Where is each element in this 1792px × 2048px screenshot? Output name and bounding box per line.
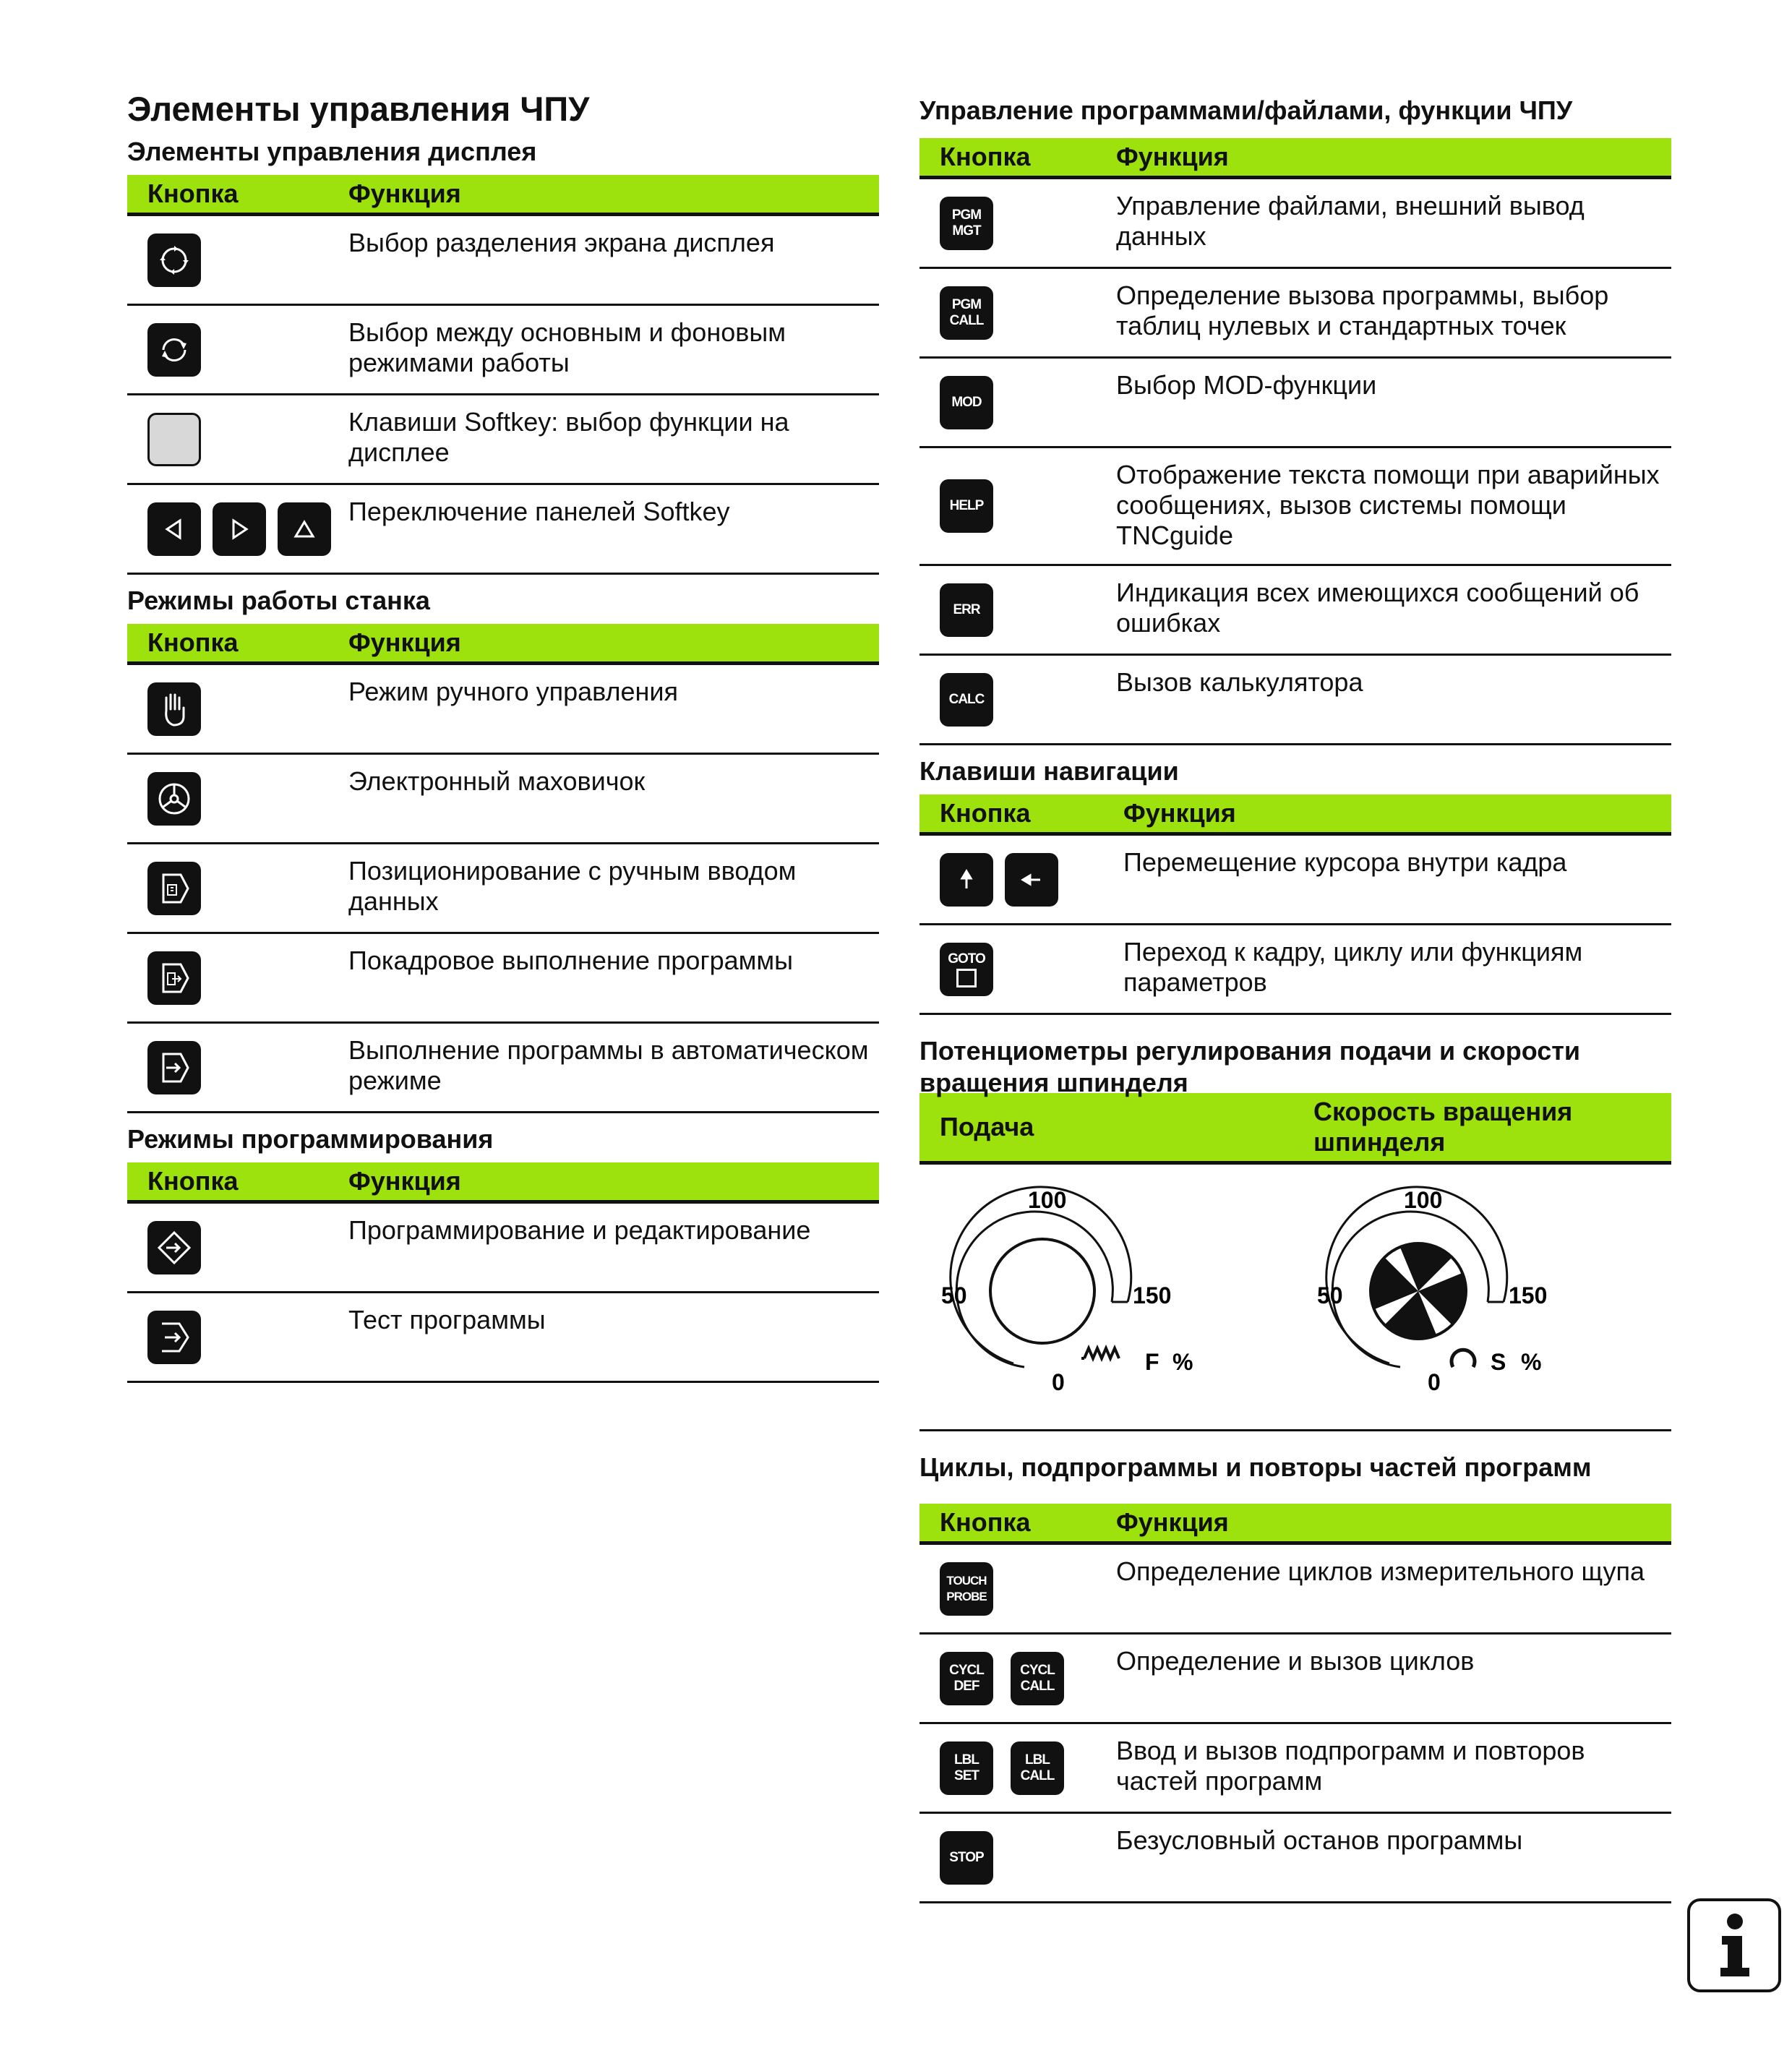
screen-layout-key-icon [147,233,201,287]
feed-dial [941,1187,1193,1395]
cycl-call-key: CYCL CALL [1011,1652,1064,1705]
row-desc: Вызов калькулятора [1116,667,1363,697]
table-row [127,755,879,844]
svg-text:S: S [1491,1349,1506,1375]
svg-text:F: F [1145,1349,1159,1375]
table-row [919,925,1671,1015]
svg-text:0: 0 [1052,1369,1065,1395]
row-desc: Ввод и вызов подпрограмм и повторов частей программ [1116,1736,1585,1796]
row-desc: Выбор разделения экрана дисплея [348,228,775,257]
table-header [127,1162,879,1204]
svg-text:50: 50 [941,1282,967,1308]
softkey-icon [147,413,201,466]
row-desc: Определение и вызов циклов [1116,1646,1475,1676]
row-desc: Определение циклов измерительного щупа [1116,1556,1645,1586]
row-desc: Безусловный останов программы [1116,1825,1523,1855]
lbl-set-key: LBL SET [940,1741,993,1795]
row-desc: Электронный маховичок [348,766,646,796]
table-row [919,1634,1671,1724]
svg-text:150: 150 [1509,1282,1548,1308]
section-heading-cycles: Циклы, подпрограммы и повторы частей программ [919,1452,1592,1482]
softkey-left-icon [147,502,201,556]
spindle-dial [1317,1187,1547,1395]
col-spindle: Скорость вращения шпинделя [1313,1097,1573,1157]
row-desc: Покадровое выполнение программы [348,946,794,975]
table-row [919,566,1671,656]
svg-text:100: 100 [1028,1187,1067,1213]
err-key: ERR [940,583,993,637]
softkey-right-icon [213,502,266,556]
col-key: Кнопка [940,798,1031,828]
section-heading-pots: Потенциометры регулирования подачи и скорости вращения шпинделя [919,1036,1581,1097]
table-header [127,175,879,216]
section-heading-programming: Режимы программирования [127,1124,494,1154]
row-desc: Управление файлами, внешний вывод данных [1116,191,1585,251]
stop-key: STOP [940,1831,993,1885]
col-func: Функция [348,179,461,208]
row-desc: Индикация всех имеющихся сообщений об ошибках [1116,578,1639,638]
svg-text:100: 100 [1404,1187,1443,1213]
svg-text:%: % [1172,1349,1193,1375]
table-row [919,836,1671,925]
arrow-left-icon [1005,853,1058,907]
table-row [127,306,879,395]
arrow-up-icon [940,853,993,907]
row-desc: Определение вызова программы, выбор таблиц нулевых и стандартных точек [1116,280,1609,340]
help-key: HELP [940,479,993,533]
right-column [919,90,1671,1903]
table-header [127,624,879,665]
table-row [919,179,1671,269]
table-header [919,794,1671,836]
handwheel-icon [147,772,201,826]
hand-icon [147,682,201,736]
left-column [127,87,879,1383]
calc-key: CALC [940,673,993,727]
row-desc: Переключение панелей Softkey [348,497,730,526]
row-desc: Клавиши Softkey: выбор функции на дисплее [348,407,789,467]
table-row [127,1204,879,1293]
page-title: Элементы управления ЧПУ [127,90,590,128]
programming-edit-icon [147,1221,201,1274]
table-row [127,665,879,755]
row-desc: Режим ручного управления [348,677,678,706]
row-desc: Отображение текста помощи при аварийных сообщениях, вызов системы помощи TNCguide [1116,460,1660,550]
col-key: Кнопка [147,627,239,657]
info-icon [1687,1898,1781,1992]
col-key: Кнопка [147,179,239,208]
row-desc: Выбор MOD-функции [1116,370,1377,400]
single-block-icon [147,951,201,1005]
mode-switch-key-icon [147,323,201,377]
table-row [127,395,879,485]
softkey-up-icon [278,502,331,556]
section-heading-machine: Режимы работы станка [127,586,430,615]
table-row [919,448,1671,566]
touch-probe-key: TOUCH PROBE [940,1562,993,1616]
section-heading-files: Управление программами/файлами, функции ЧПУ [919,95,1573,125]
pgm-call-key: PGM CALL [940,286,993,340]
table-row [919,656,1671,745]
col-feed: Подача [940,1112,1034,1141]
col-func: Функция [348,1166,461,1196]
potentiometer-dials [919,1165,1671,1429]
row-desc: Выбор между основным и фоновым режимами работы [348,317,786,377]
col-key: Кнопка [147,1166,239,1196]
row-desc: Тест программы [348,1305,546,1334]
section-heading-nav: Клавиши навигации [919,756,1179,786]
row-desc: Переход к кадру, циклу или функциям параметров [1123,937,1583,997]
table-row [919,269,1671,359]
goto-key: GOTO [940,943,993,996]
table-row [127,1293,879,1383]
test-run-icon [147,1311,201,1364]
table-row [127,485,879,575]
row-desc: Перемещение курсора внутри кадра [1123,847,1567,877]
mdi-positioning-icon [147,862,201,915]
col-func: Функция [1116,1507,1229,1537]
table-row [127,844,879,934]
row-desc: Выполнение программы в автоматическом режиме [348,1035,869,1095]
svg-text:150: 150 [1133,1282,1172,1308]
table-row [919,1814,1671,1903]
row-desc: Позиционирование с ручным вводом данных [348,856,797,916]
col-func: Функция [348,627,461,657]
full-sequence-icon [147,1041,201,1094]
col-key: Кнопка [940,142,1031,171]
pots-header [919,1093,1671,1165]
col-func: Функция [1116,142,1229,171]
svg-text:0: 0 [1428,1369,1441,1395]
lbl-call-key: LBL CALL [1011,1741,1064,1795]
table-row [127,1024,879,1113]
row-desc: Программирование и редактирование [348,1215,811,1245]
section-heading-display: Элементы управления дисплея [127,137,537,166]
col-func: Функция [1123,798,1236,828]
svg-text:%: % [1521,1349,1542,1375]
pgm-mgt-key: PGM MGT [940,197,993,250]
potentiometer-area [919,1165,1671,1431]
table-row [127,216,879,306]
table-header [919,138,1671,179]
table-header [919,1504,1671,1545]
table-row [919,359,1671,448]
svg-text:50: 50 [1317,1282,1343,1308]
col-key: Кнопка [940,1507,1031,1537]
table-row [127,934,879,1024]
cycl-def-key: CYCL DEF [940,1652,993,1705]
table-row [919,1545,1671,1634]
table-row [919,1724,1671,1814]
mod-key: MOD [940,376,993,429]
